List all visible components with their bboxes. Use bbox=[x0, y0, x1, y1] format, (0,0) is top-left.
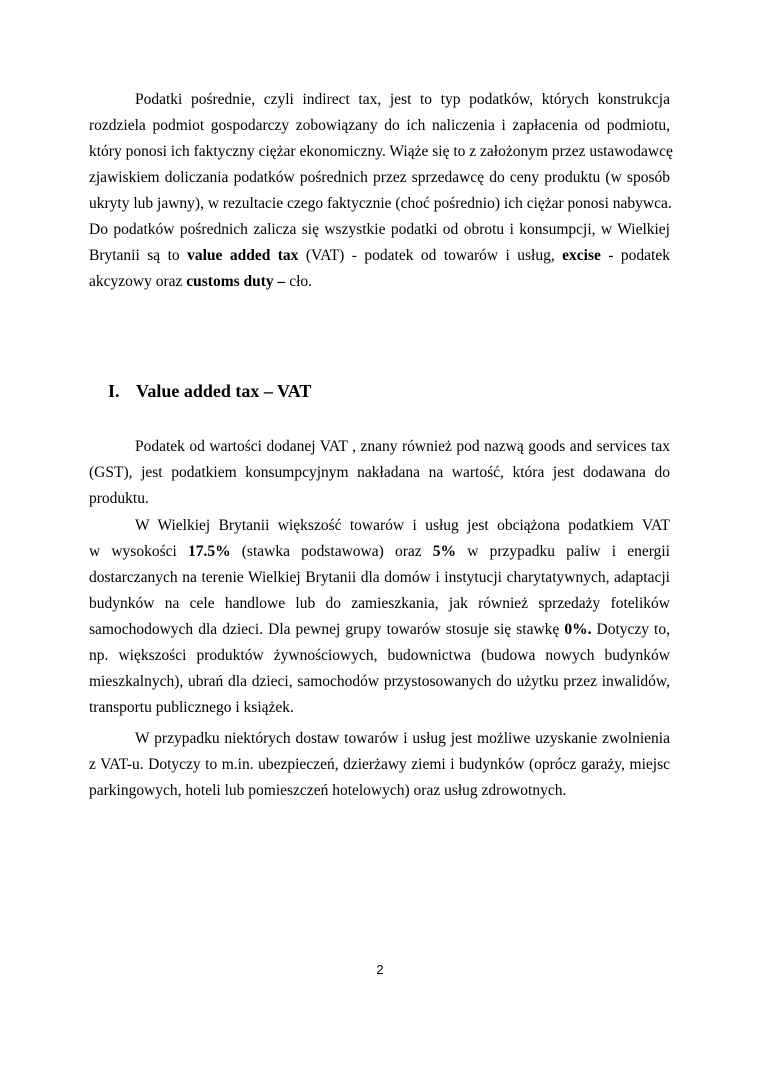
text-line: transportu publicznego i książek. bbox=[89, 699, 294, 716]
text-line: w wysokości 17.5% (stawka podstawowa) oraz 5% w przypadku paliw i energii bbox=[89, 543, 670, 560]
rate-standard: 17.5% bbox=[187, 543, 231, 560]
text-line: parkingowych, hoteli lub pomieszczeń hotelowych) oraz usług zdrowotnych. bbox=[89, 782, 567, 799]
text-line: W Wielkiej Brytanii większość towarów i usług jest obciążona podatkiem VAT bbox=[135, 517, 670, 534]
page-number: 2 bbox=[376, 962, 384, 977]
vat-definition-paragraph bbox=[89, 434, 670, 512]
text-line: dostarczanych na terenie Wielkiej Brytanii dla domów i instytucji charytatywnych, adaptacji bbox=[89, 569, 670, 586]
section-heading bbox=[108, 378, 311, 404]
intro-paragraph bbox=[89, 87, 673, 295]
term-customs-duty: customs duty – bbox=[186, 273, 286, 290]
text-line: akcyzowy oraz customs duty – cło. bbox=[89, 273, 312, 290]
text-line: mieszkalnych), ubrań dla dzieci, samochodów przystosowanych do użytku przez inwalidów, bbox=[89, 673, 670, 690]
text-line: (GST), jest podatkiem konsumpcyjnym nakładana na wartość, która jest dodawana do bbox=[89, 464, 670, 481]
vat-exemptions-paragraph bbox=[89, 726, 670, 804]
rate-reduced: 5% bbox=[432, 543, 457, 560]
rate-zero: 0%. bbox=[564, 621, 592, 638]
text-line: Podatek od wartości dodanej VAT , znany również pod nazwą goods and services tax bbox=[135, 438, 670, 455]
text-line: Podatki pośrednie, czyli indirect tax, jest to typ podatków, których konstrukcja bbox=[135, 91, 670, 108]
text-line: Brytanii są to value added tax (VAT) - podatek od towarów i usług, excise - podatek bbox=[89, 247, 670, 264]
text-line: budynków na cele handlowe lub do zamieszkania, jak również sprzedaży fotelików bbox=[89, 595, 670, 612]
term-excise: excise bbox=[562, 247, 601, 264]
section-title: Value added tax – VAT bbox=[136, 381, 312, 401]
text-line: Do podatków pośrednich zalicza się wszystkie podatki od obrotu i konsumpcji, w Wielkiej bbox=[89, 221, 670, 238]
vat-rates-paragraph bbox=[89, 513, 670, 721]
term-value-added-tax: value added tax bbox=[187, 247, 299, 264]
section-number: I. bbox=[108, 381, 120, 401]
text-line: ukryty lub jawny), w rezultacie czego faktycznie (choć pośrednio) ich ciężar ponosi nabywca. bbox=[89, 195, 672, 212]
text-line: np. większości produktów żywnościowych, budownictwa (budowa nowych budynków bbox=[89, 647, 670, 664]
text-line: rozdziela podmiot gospodarczy zobowiązany do ich naliczenia i zapłacenia od podmiotu, bbox=[89, 117, 670, 134]
text-line: produktu. bbox=[89, 490, 149, 507]
text-line: który ponosi ich faktyczny ciężar ekonomiczny. Wiąże się to z założonym przez ustawodawcę bbox=[89, 143, 673, 160]
text-line: z VAT-u. Dotyczy to m.in. ubezpieczeń, dzierżawy ziemi i budynków (oprócz garaży, miejsc bbox=[89, 756, 670, 773]
text-line: W przypadku niektórych dostaw towarów i usług jest możliwe uzyskanie zwolnienia bbox=[135, 730, 670, 747]
text-line: zjawiskiem doliczania podatków pośrednich przez sprzedawcę do ceny produktu (w sposób bbox=[89, 169, 670, 186]
text-line: samochodowych dla dzieci. Dla pewnej grupy towarów stosuje się stawkę 0%. Dotyczy to, bbox=[89, 621, 670, 638]
